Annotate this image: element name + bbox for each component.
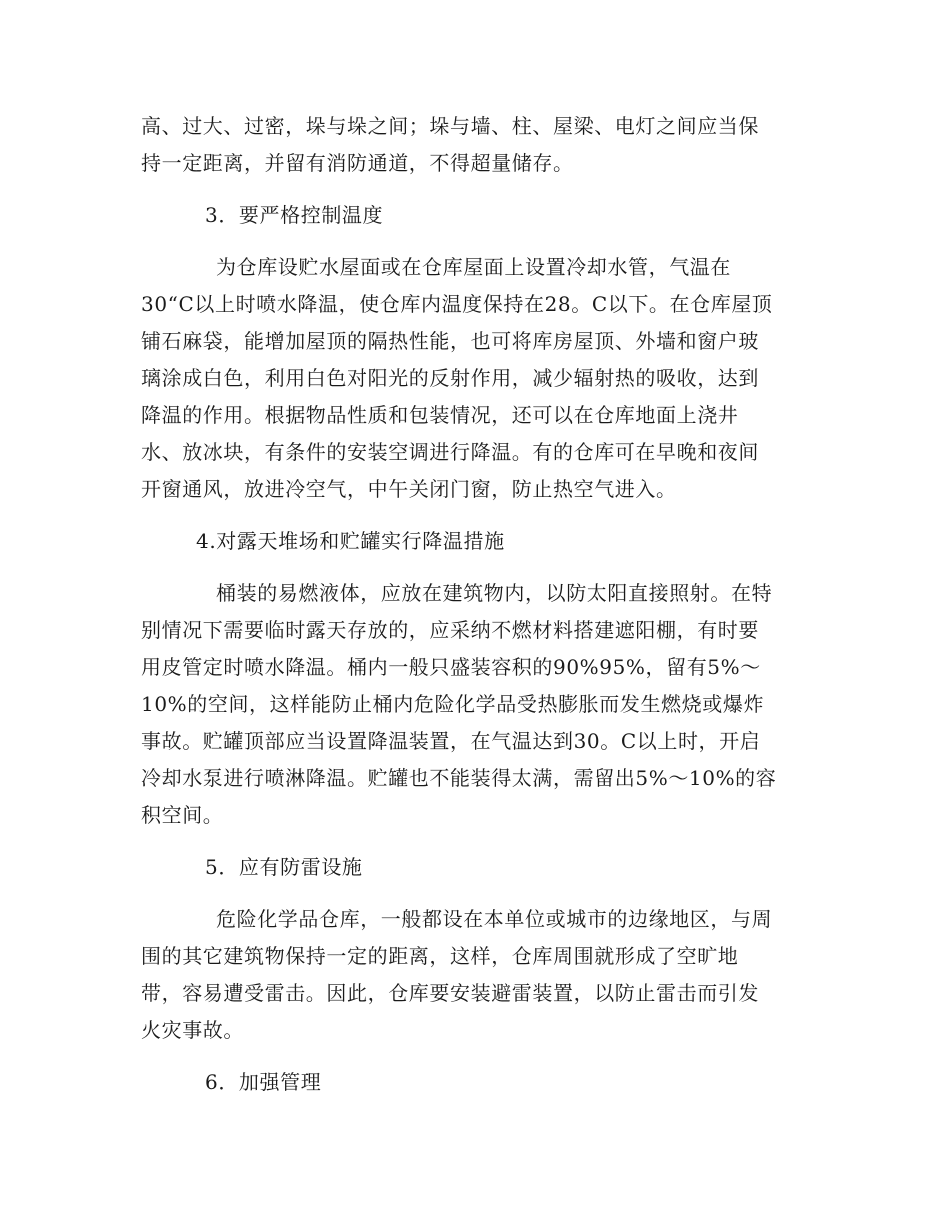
text-line: 别情况下需要临时露天存放的，应采纳不燃材料搭建遮阳棚，有时要 <box>141 618 759 642</box>
section-5-heading: 5．应有防雷设施 <box>205 855 363 879</box>
text-line: 铺石麻袋，能增加屋顶的隔热性能，也可将库房屋顶、外墙和窗户玻 <box>141 329 759 353</box>
text-line: 危险化学品仓库，一般都设在本单位或城市的边缘地区，与周 <box>216 907 773 931</box>
text-line: 10%的空间，这样能防止桶内危险化学品受热膨胀而发生燃烧或爆炸 <box>141 692 765 716</box>
section-4-paragraph <box>141 575 813 834</box>
section-5-paragraph <box>141 901 813 1049</box>
text-line: 用皮管定时喷水降温。桶内一般只盛装容积的90%95%，留有5%～ <box>141 655 761 679</box>
text-line: 带，容易遭受雷击。因此，仓库要安装避雷装置，以防止雷击而引发 <box>141 981 759 1005</box>
text-line: 桶装的易燃液体，应放在建筑物内，以防太阳直接照射。在特 <box>216 581 773 605</box>
text-line: 璃涂成白色，利用白色对阳光的反射作用，减少辐射热的吸收，达到 <box>141 366 759 390</box>
text-line: 围的其它建筑物保持一定的距离，这样，仓库周围就形成了空旷地 <box>141 944 739 968</box>
section-4-heading: 4.对露天堆场和贮罐实行降温措施 <box>196 529 505 553</box>
text-line: 30“C以上时喷水降温，使仓库内温度保持在28。C以下。在仓库屋顶 <box>141 292 773 316</box>
text-line: 积空间。 <box>141 803 224 827</box>
section-6-heading: 6．加强管理 <box>205 1070 322 1094</box>
text-line: 火灾事故。 <box>141 1018 244 1042</box>
text-line: 冷却水泵进行喷淋降温。贮罐也不能装得太满，需留出5%～10%的容 <box>141 766 777 790</box>
text-line: 高、过大、过密，垛与垛之间；垛与墙、柱、屋梁、电灯之间应当保 <box>141 114 759 138</box>
text-line: 持一定距离，并留有消防通道，不得超量储存。 <box>141 151 574 175</box>
section-3-heading: 3．要严格控制温度 <box>205 203 384 227</box>
text-line: 开窗通风，放进冷空气，中午关闭门窗，防止热空气进入。 <box>141 477 677 501</box>
text-line: 事故。贮罐顶部应当设置降温装置，在气温达到30。C以上时，开启 <box>141 729 761 753</box>
document-body <box>141 108 813 1101</box>
section-3-paragraph <box>141 249 813 508</box>
continuation-paragraph <box>141 108 813 182</box>
text-line: 水、放冰块，有条件的安装空调进行降温。有的仓库可在早晚和夜间 <box>141 440 759 464</box>
text-line: 降温的作用。根据物品性质和包装情况，还可以在仓库地面上浇井 <box>141 403 739 427</box>
text-line: 为仓库设贮水屋面或在仓库屋面上设置冷却水管，气温在 <box>216 255 731 279</box>
